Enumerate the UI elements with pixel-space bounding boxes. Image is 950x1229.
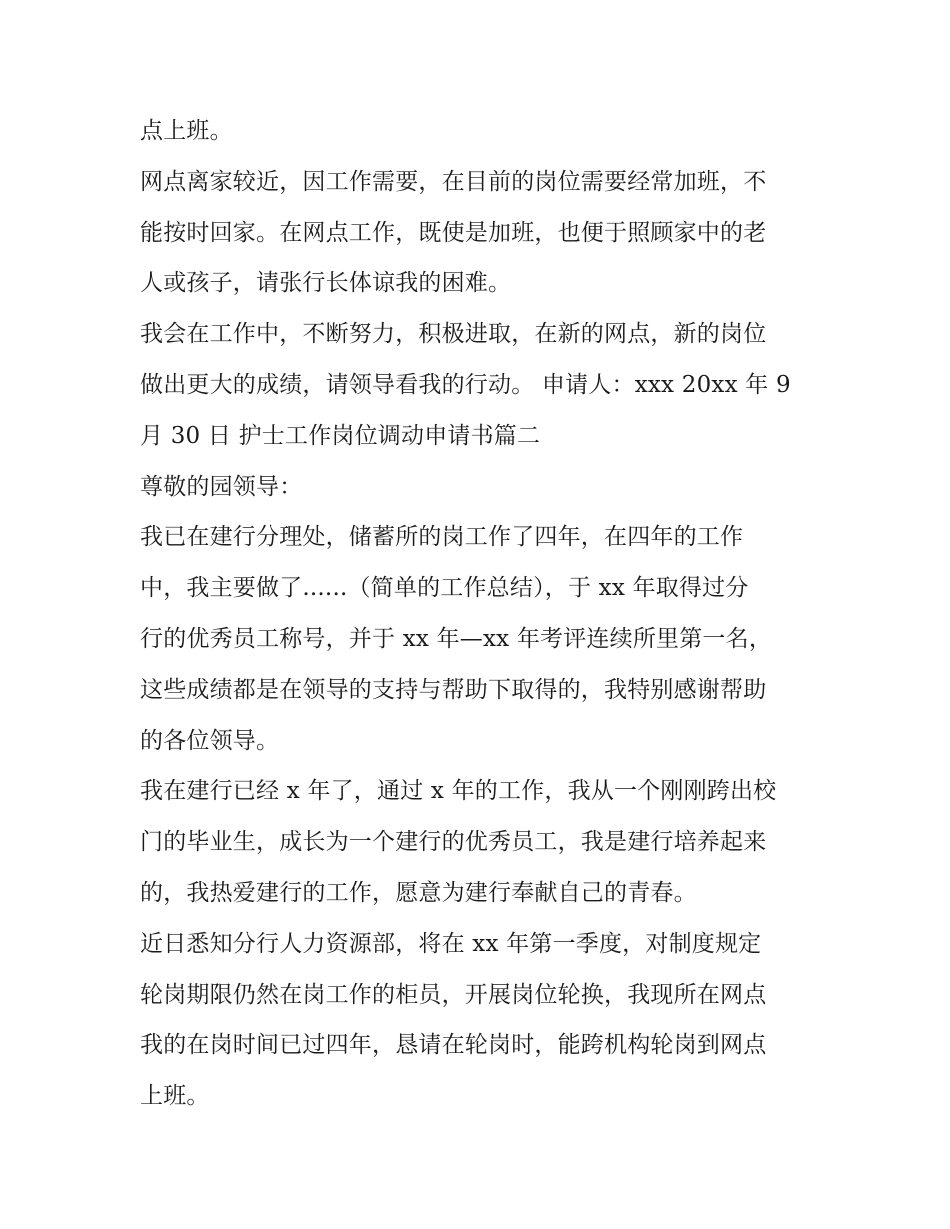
text-line: 尊敬的园领导： bbox=[140, 473, 303, 500]
text-line: 这些成绩都是在领导的支持与帮助下取得的，我特别感谢帮助 bbox=[140, 676, 767, 703]
text-line: 行的优秀员工称号，并于 xx 年—xx 年考评连续所里第一名， bbox=[140, 625, 773, 652]
text-line: 上班。 bbox=[140, 1083, 210, 1110]
text-line: 月 30 日 护士工作岗位调动申请书篇二 bbox=[140, 422, 541, 449]
text-line: 网点离家较近，因工作需要，在目前的岗位需要经常加班，不 bbox=[140, 168, 767, 195]
text-line: 的各位领导。 bbox=[140, 727, 280, 754]
text-line: 人或孩子，请张行长体谅我的困难。 bbox=[140, 270, 512, 297]
text-line: 我在建行已经 x 年了，通过 x 年的工作，我从一个刚刚跨出校 bbox=[140, 778, 777, 805]
text-line: 我的在岗时间已过四年，恳请在轮岗时，能跨机构轮岗到网点 bbox=[140, 1032, 767, 1059]
text-line: 的，我热爱建行的工作，愿意为建行奉献自己的青春。 bbox=[140, 879, 697, 906]
text-line: 门的毕业生，成长为一个建行的优秀员工，我是建行培养起来 bbox=[140, 829, 767, 856]
text-line: 能按时回家。在网点工作，既使是加班，也便于照顾家中的老 bbox=[140, 219, 767, 246]
document-body bbox=[140, 106, 820, 1122]
text-line: 点上班。 bbox=[140, 118, 233, 144]
text-line: 我已在建行分理处，储蓄所的岗工作了四年，在四年的工作 bbox=[140, 524, 744, 551]
text-line: 做出更大的成绩，请领导看我的行动。 申请人：xxx 20xx 年 9 bbox=[140, 371, 791, 398]
text-line: 近日悉知分行人力资源部，将在 xx 年第一季度，对制度规定 bbox=[140, 930, 762, 957]
text-line: 我会在工作中，不断努力，积极进取，在新的网点，新的岗位 bbox=[140, 321, 767, 348]
text-line: 轮岗期限仍然在岗工作的柜员，开展岗位轮换，我现所在网点 bbox=[140, 981, 767, 1008]
text-line: 中，我主要做了......（简单的工作总结），于 xx 年取得过分 bbox=[140, 575, 749, 602]
